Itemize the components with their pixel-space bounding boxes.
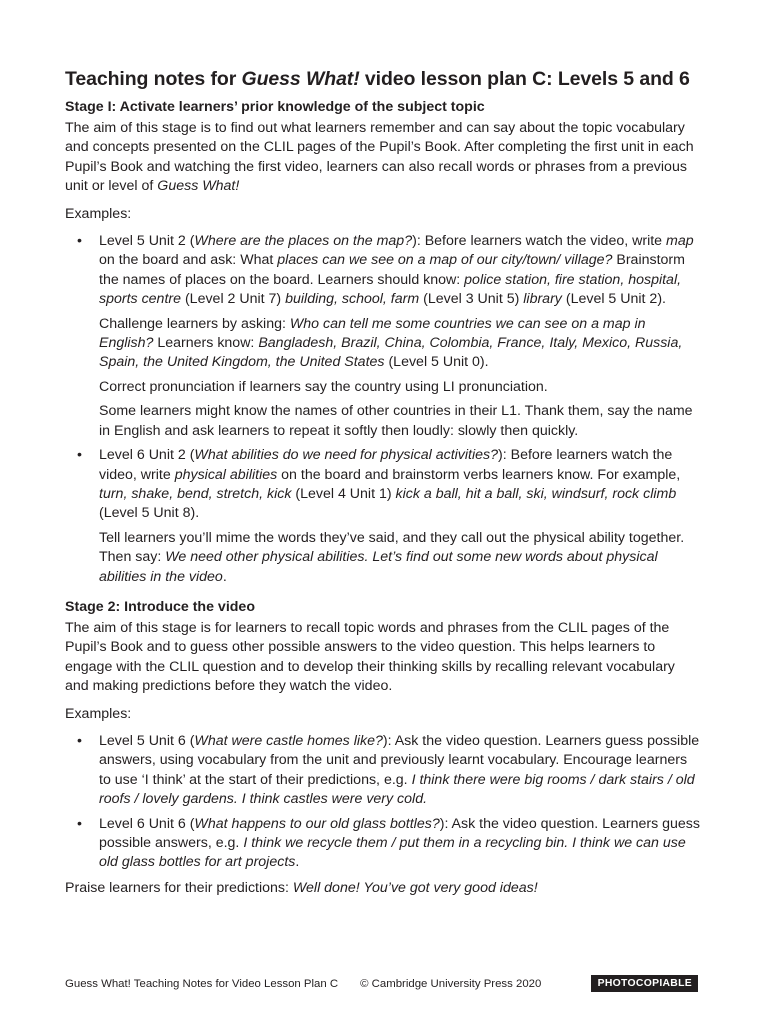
bullet-icon: • xyxy=(77,732,82,749)
paragraph: Level 6 Unit 2 (What abilities do we need for physical activities?): Before learners watch the video, write physical abilities on the board and brainstorm verbs learners know. For example, turn, shake, bend, stretch, kick (Level 4 Unit 1) kick a ball, hit a ball, ski, windsurf, rock climb (Level 5 Unit 8). xyxy=(99,447,681,522)
paragraph: Tell learners you’ll mime the words they’ve said, and they call out the physical ability together. Then say: We need other physical abilities. Let’s find out some new words about physical abilities in the video. xyxy=(99,529,685,585)
page-footer xyxy=(65,975,698,992)
page-title: Teaching notes for Guess What! video lesson plan C: Levels 5 and 6 xyxy=(65,68,690,90)
praise-paragraph: Praise learners for their predictions: Well done! You’ve got very good ideas! xyxy=(65,879,538,896)
paragraph: Level 6 Unit 6 (What happens to our old glass bottles?): Ask the video question. Learners guess possible answers, e.g. I think we recycle them / put them in a recycling bin. I think we can use old glass bottles for art projects. xyxy=(99,815,700,871)
list-item xyxy=(65,446,702,587)
paragraph: Some learners might know the names of other countries in their L1. Thank them, say the name in English and ask learners to repeat it softly then loudly: slowly then quickly. xyxy=(99,403,693,439)
paragraph: Level 5 Unit 6 (What were castle homes like?): Ask the video question. Learners guess possible answers, using vocabulary from the unit and previously learnt vocabulary. Encourage learners to use ‘I think’ at the start of their predictions, e.g. I think there were big rooms / dark stairs / old roofs / lovely gardens. I think castles were very cold. xyxy=(99,732,700,808)
stage2-examples-label: Examples: xyxy=(65,705,132,722)
paragraph: Level 5 Unit 2 (Where are the places on the map?): Before learners watch the video, write map on the board and ask: What places can we see on a map of our city/town/ village? Brainstorm the names of places on the board. Learners should know: police station, fire station, hospital, sports centre (Level 2 Unit 7) building, school, farm (Level 3 Unit 5) library (Level 5 Unit 2). xyxy=(99,233,694,308)
list-item xyxy=(65,232,702,441)
stage1-section xyxy=(65,99,702,587)
stage2-intro: The aim of this stage is for learners to recall topic words and phrases from the CLIL pages of the Pupil’s Book and to guess other possible answers to the video question. This helps learners to engage with the CLIL question and to develop their thinking skills by recalling relevant vocabulary and making predictions before they watch the video. xyxy=(65,619,675,695)
bullet-icon: • xyxy=(77,233,82,250)
footer-title: Guess What! Teaching Notes for Video Lesson Plan C xyxy=(65,977,339,990)
stage1-example-list xyxy=(65,232,702,587)
bullet-icon: • xyxy=(77,447,82,464)
stage2-heading: Stage 2: Introduce the video xyxy=(65,598,255,615)
paragraph: Challenge learners by asking: Who can tell me some countries we can see on a map in English? Learners know: Bangladesh, Brazil, China, Colombia, France, Italy, Mexico, Russia, Spain, the United Kingdom, the United States (Level 5 Unit 0). xyxy=(99,315,683,371)
paragraph: Correct pronunciation if learners say the country using LI pronunciation. xyxy=(99,378,548,395)
bullet-icon: • xyxy=(77,815,82,832)
stage1-heading: Stage I: Activate learners’ prior knowledge of the subject topic xyxy=(65,99,485,115)
list-item xyxy=(65,732,702,810)
stage1-examples-label: Examples: xyxy=(65,205,132,222)
list-item xyxy=(65,815,702,873)
photocopiable-badge: PHOTOCOPIABLE xyxy=(591,975,698,992)
stage1-intro: The aim of this stage is to find out what learners remember and can say about the topic vocabulary and concepts presented on the CLIL pages of the Pupil’s Book. After completing the first unit in each Pupil’s Book and watching the first video, learners can also recall words or phrases from a previous unit or level of Guess What! xyxy=(65,120,694,195)
footer-copyright: © Cambridge University Press 2020 xyxy=(360,977,542,990)
stage2-example-list xyxy=(65,732,702,873)
stage2-section xyxy=(65,599,702,898)
